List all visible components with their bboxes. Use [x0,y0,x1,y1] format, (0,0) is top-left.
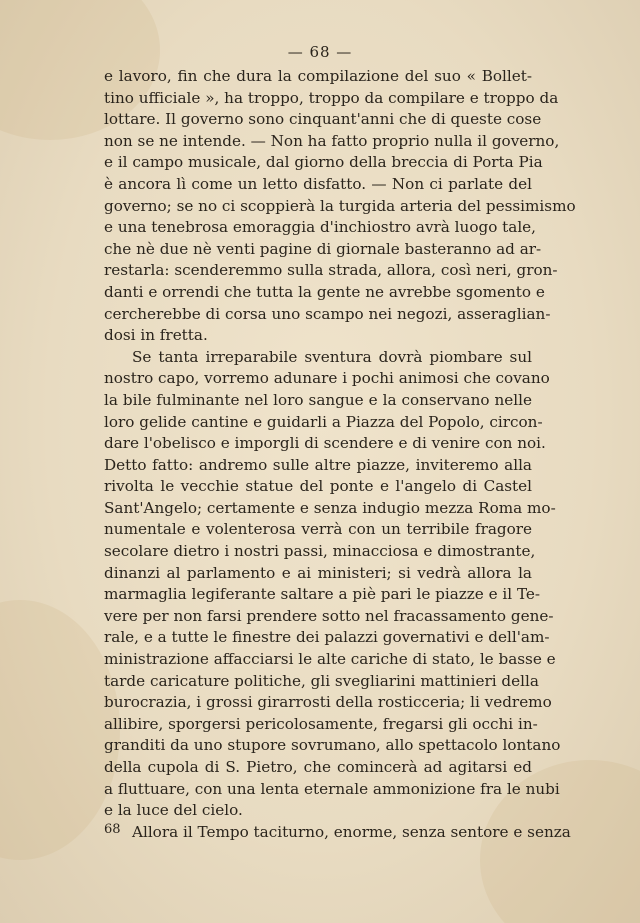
text-line: la bile fulminante nel loro sangue e la conservano nelle [104,390,532,409]
page-footer-number: 68 [104,822,121,837]
text-line: e una tenebrosa emoraggia d'inchiostro avrà luogo tale, [104,218,536,237]
text-line: ministrazione affacciarsi le alte cariche di stato, le basse e [104,650,556,669]
text-line: tino ufficiale », ha troppo, troppo da compilare e troppo da [104,88,559,107]
text-line: dinanzi al parlamento e ai ministeri; si vedrà allora la [104,563,532,582]
text-line: danti e orrendi che tutta la gente ne avrebbe sgomento e [104,282,545,301]
text-line: allibire, sporgersi pericolosamente, fregarsi gli occhi in- [104,714,538,733]
text-line: e la luce del cielo. [104,801,243,820]
text-line: Se tanta irreparabile sventura dovrà piombare sul [132,347,532,366]
text-line: governo; se no ci scoppierà la turgida arteria del pessimismo [104,196,576,215]
text-line: nostro capo, vorremo adunare i pochi animosi che covano [104,369,550,388]
text-line: Allora il Tempo taciturno, enorme, senza sentore e senza [132,822,571,841]
body-text [104,66,576,843]
text-line: restarla: scenderemmo sulla strada, allora, così neri, gron- [104,261,558,280]
text-line: cercherebbe di corsa uno scampo nei negozi, asseraglian- [104,304,551,323]
text-line: a fluttuare, con una lenta eternale ammonizione fra le nubi [104,779,560,798]
text-line: Detto fatto: andremo sulle altre piazze, inviteremo alla [104,455,532,474]
paper-stain [0,600,120,860]
text-line: dare l'obelisco e imporgli di scendere e di venire con noi. [104,434,546,453]
text-line: loro gelide cantine e guidarli a Piazza del Popolo, circon- [104,412,543,431]
text-line: della cupola di S. Pietro, che comincerà ad agitarsi ed [104,758,532,776]
text-line: marmaglia legiferante saltare a piè pari le piazze e il Te- [104,585,541,604]
text-line: e lavoro, fin che dura la compilazione del suo « Bollet- [104,67,532,85]
text-line: rale, e a tutte le finestre dei palazzi governativi e dell'am- [104,628,550,647]
text-line: vere per non farsi prendere sotto nel fracassamento gene- [104,606,554,625]
text-line: non se ne intende. — Non ha fatto proprio nulla il governo, [104,131,560,150]
text-line: che nè due nè venti pagine di giornale basteranno ad ar- [104,239,542,258]
text-line: è ancora lì come un letto disfatto. — Non ci parlate del [104,174,532,193]
text-line: granditi da uno stupore sovrumano, allo spettacolo lontano [104,736,561,755]
page-header-number: — 68 — [287,43,353,61]
text-line: tarde caricature politiche, gli svegliarini mattinieri della [104,671,539,690]
text-line: dosi in fretta. [104,326,208,345]
text-line: burocrazia, i grossi girarrosti della rosticceria; li vedremo [104,693,552,712]
text-line: Sant'Angelo; certamente e senza indugio mezza Roma mo- [104,498,556,517]
text-line: lottare. Il governo sono cinquant'anni che di queste cose [104,110,542,129]
text-line: e il campo musicale, dal giorno della breccia di Porta Pia [104,153,543,172]
text-line: secolare dietro i nostri passi, minacciosa e dimostrante, [104,542,536,561]
text-line: rivolta le vecchie statue del ponte e l'angelo di Castel [104,477,532,496]
text-line: numentale e volenterosa verrà con un terribile fragore [104,520,532,539]
